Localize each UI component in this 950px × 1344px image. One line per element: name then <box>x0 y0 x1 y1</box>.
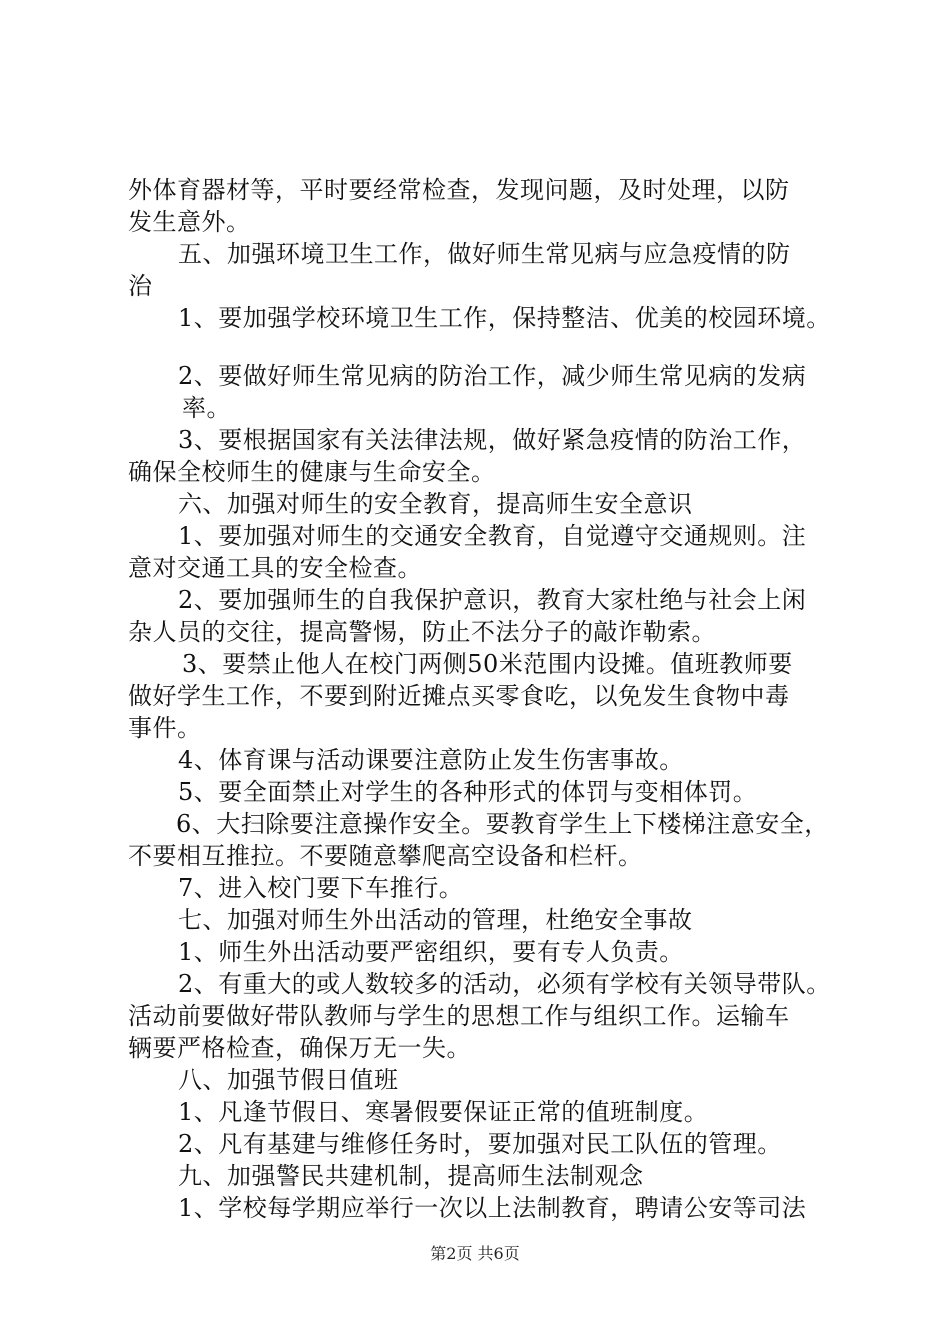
text-line: 1、凡逢节假日、寒暑假要保证正常的值班制度。 <box>178 1098 709 1126</box>
text-line: 1、要加强学校环境卫生工作，保持整洁、优美的校园环境。 <box>178 304 831 332</box>
section-heading: 五、加强环境卫生工作，做好师生常见病与应急疫情的防 <box>178 240 791 268</box>
text-line: 2、有重大的或人数较多的活动，必须有学校有关领导带队。 <box>178 970 831 998</box>
text-line: 意对交通工具的安全检查。 <box>128 554 422 582</box>
text-line: 不要相互推拉。不要随意攀爬高空设备和栏杆。 <box>128 842 643 870</box>
text-line: 率。 <box>182 394 231 422</box>
document-body <box>128 174 858 1224</box>
text-line: 杂人员的交往，提高警惕，防止不法分子的敲诈勒索。 <box>128 618 716 646</box>
text-line: 1、学校每学期应举行一次以上法制教育，聘请公安等司法 <box>178 1194 807 1222</box>
text-line: 1、要加强对师生的交通安全教育，自觉遵守交通规则。注 <box>178 522 807 550</box>
text-line: 确保全校师生的健康与生命安全。 <box>128 458 496 486</box>
text-line: 7、进入校门要下车推行。 <box>178 874 464 902</box>
text-line: 6、大扫除要注意操作安全。要教育学生上下楼梯注意安全， <box>176 810 829 838</box>
section-heading: 七、加强对师生外出活动的管理，杜绝安全事故 <box>178 906 693 934</box>
page-number-footer: 第2页 共6页 <box>430 1244 520 1263</box>
text-line: 2、凡有基建与维修任务时，要加强对民工队伍的管理。 <box>178 1130 782 1158</box>
text-line: 3、要禁止他人在校门两侧50米范围内设摊。值班教师要 <box>182 650 793 678</box>
text-line: 4、体育课与活动课要注意防止发生伤害事故。 <box>178 746 684 774</box>
blank-line <box>128 334 858 360</box>
text-line: 2、要做好师生常见病的防治工作，减少师生常见病的发病 <box>178 362 807 390</box>
text-line: 治 <box>128 272 153 300</box>
text-line: 发生意外。 <box>128 208 251 236</box>
text-line: 做好学生工作，不要到附近摊点买零食吃，以免发生食物中毒 <box>128 682 790 710</box>
text-line: 2、要加强师生的自我保护意识，教育大家杜绝与社会上闲 <box>178 586 807 614</box>
text-line: 活动前要做好带队教师与学生的思想工作与组织工作。运输车 <box>128 1002 790 1030</box>
section-heading: 九、加强警民共建机制，提高师生法制观念 <box>178 1162 644 1190</box>
text-line: 1、师生外出活动要严密组织，要有专人负责。 <box>178 938 684 966</box>
section-heading: 六、加强对师生的安全教育，提高师生安全意识 <box>178 490 693 518</box>
section-heading: 八、加强节假日值班 <box>178 1066 399 1094</box>
text-line: 辆要严格检查，确保万无一失。 <box>128 1034 471 1062</box>
text-line: 3、要根据国家有关法律法规，做好紧急疫情的防治工作， <box>178 426 807 454</box>
text-line: 事件。 <box>128 714 202 742</box>
text-line: 外体育器材等，平时要经常检查，发现问题，及时处理，以防 <box>128 176 790 204</box>
text-line: 5、要全面禁止对学生的各种形式的体罚与变相体罚。 <box>178 778 758 806</box>
